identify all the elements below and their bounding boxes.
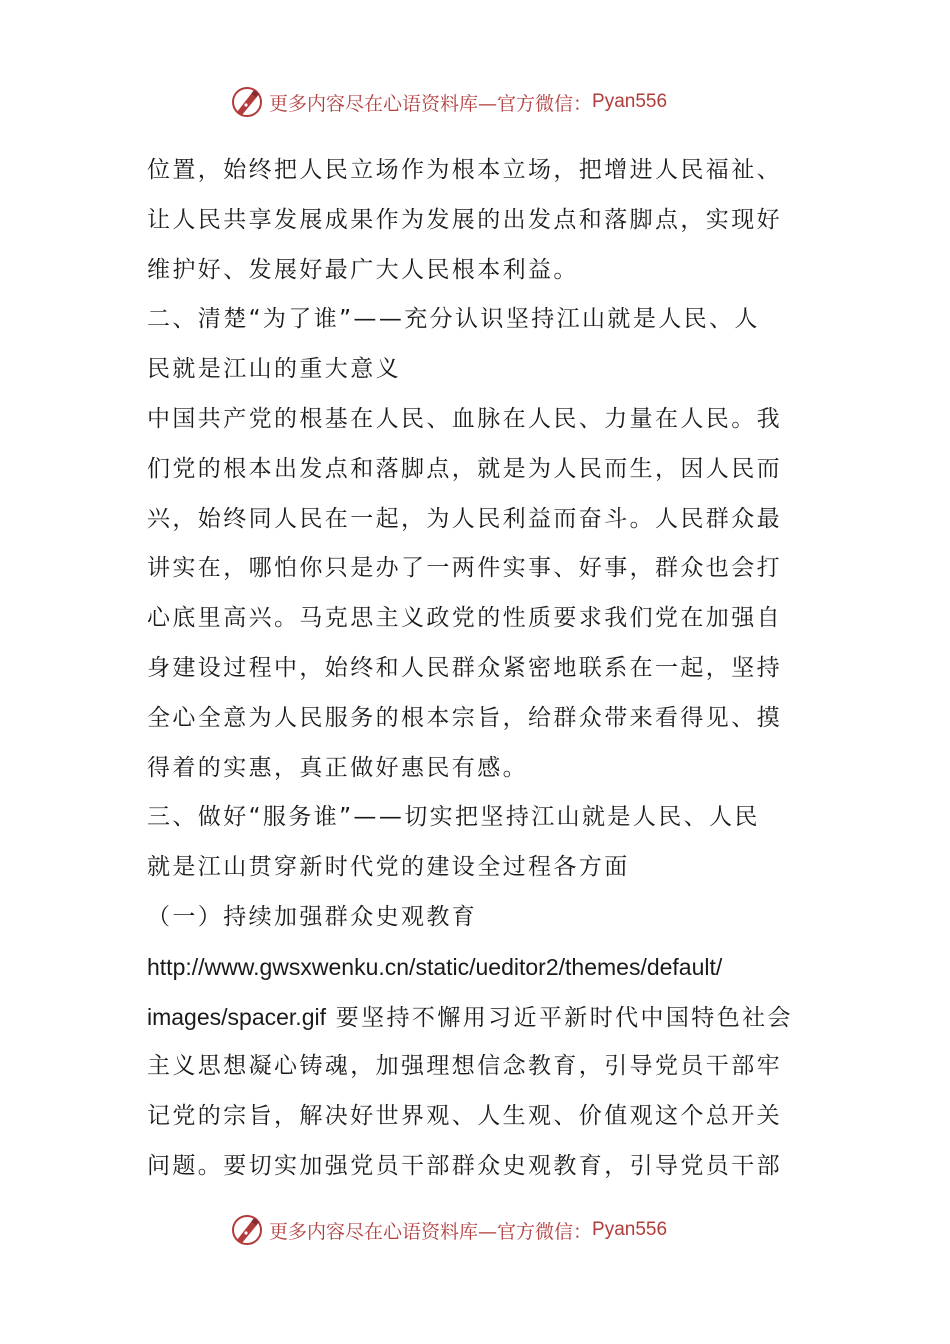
text-line: 位置，始终把人民立场作为根本立场，把增进人民福祉、 bbox=[147, 157, 782, 183]
footer-banner bbox=[229, 1210, 667, 1250]
url-text: images/spacer.gif bbox=[147, 1003, 326, 1030]
text-line: 主义思想凝心铸魂，加强理想信念教育，引导党员干部牢 bbox=[147, 1053, 782, 1080]
section-heading: 二、清楚“为了谁”——充分认识坚持江山就是人民、人 bbox=[147, 306, 760, 333]
text-line: 中国共产党的根基在人民、血脉在人民、力量在人民。我 bbox=[147, 405, 782, 432]
section-heading: 三、做好“服务谁”——切实把坚持江山就是人民、人民 bbox=[147, 804, 760, 831]
url-text: http://www.gwsxwenku.cn/static/ueditor2/themes/default/ bbox=[147, 953, 723, 980]
text-line: 全心全意为人民服务的根本宗旨，给群众带来看得见、摸 bbox=[147, 704, 782, 731]
text-line: 让人民共享发展成果作为发展的出发点和落脚点，实现好 bbox=[147, 206, 782, 233]
section-heading: 民就是江山的重大意义 bbox=[147, 356, 401, 383]
text-line: 维护好、发展好最广大人民根本利益。 bbox=[147, 256, 579, 283]
banner-title: 更多内容尽在心语资料库—官方微信： bbox=[269, 92, 593, 115]
pen-nib-logo-icon bbox=[229, 1212, 265, 1248]
wechat-id: Pyan556 bbox=[592, 1219, 668, 1240]
subsection-heading: （一）持续加强群众史观教育 bbox=[147, 903, 478, 930]
text-line: 问题。要切实加强党员干部群众史观教育，引导党员干部 bbox=[147, 1152, 782, 1179]
text-line: 得着的实惠，真正做好惠民有感。 bbox=[147, 754, 528, 781]
document-body bbox=[147, 146, 807, 1192]
text-line: 身建设过程中，始终和人民群众紧密地联系在一起，坚持 bbox=[147, 654, 782, 681]
wechat-id: Pyan556 bbox=[592, 91, 668, 112]
text-line: 兴，始终同人民在一起，为人民利益而奋斗。人民群众最 bbox=[147, 505, 782, 532]
header-banner bbox=[229, 82, 667, 122]
text-line: 们党的根本出发点和落脚点，就是为人民而生，因人民而 bbox=[147, 455, 782, 482]
pen-nib-logo-icon bbox=[229, 84, 265, 120]
text-span: 要坚持不懈用习近平新时代中国特色社会 bbox=[335, 1004, 793, 1031]
text-line: 讲实在，哪怕你只是办了一两件实事、好事，群众也会打 bbox=[147, 555, 782, 582]
banner-title: 更多内容尽在心语资料库—官方微信： bbox=[269, 1220, 593, 1243]
section-heading: 就是江山贯穿新时代党的建设全过程各方面 bbox=[147, 854, 630, 881]
text-line bbox=[147, 993, 807, 1043]
text-line: 心底里高兴。马克思主义政党的性质要求我们党在加强自 bbox=[147, 605, 782, 632]
text-line: 记党的宗旨，解决好世界观、人生观、价值观这个总开关 bbox=[147, 1103, 782, 1130]
